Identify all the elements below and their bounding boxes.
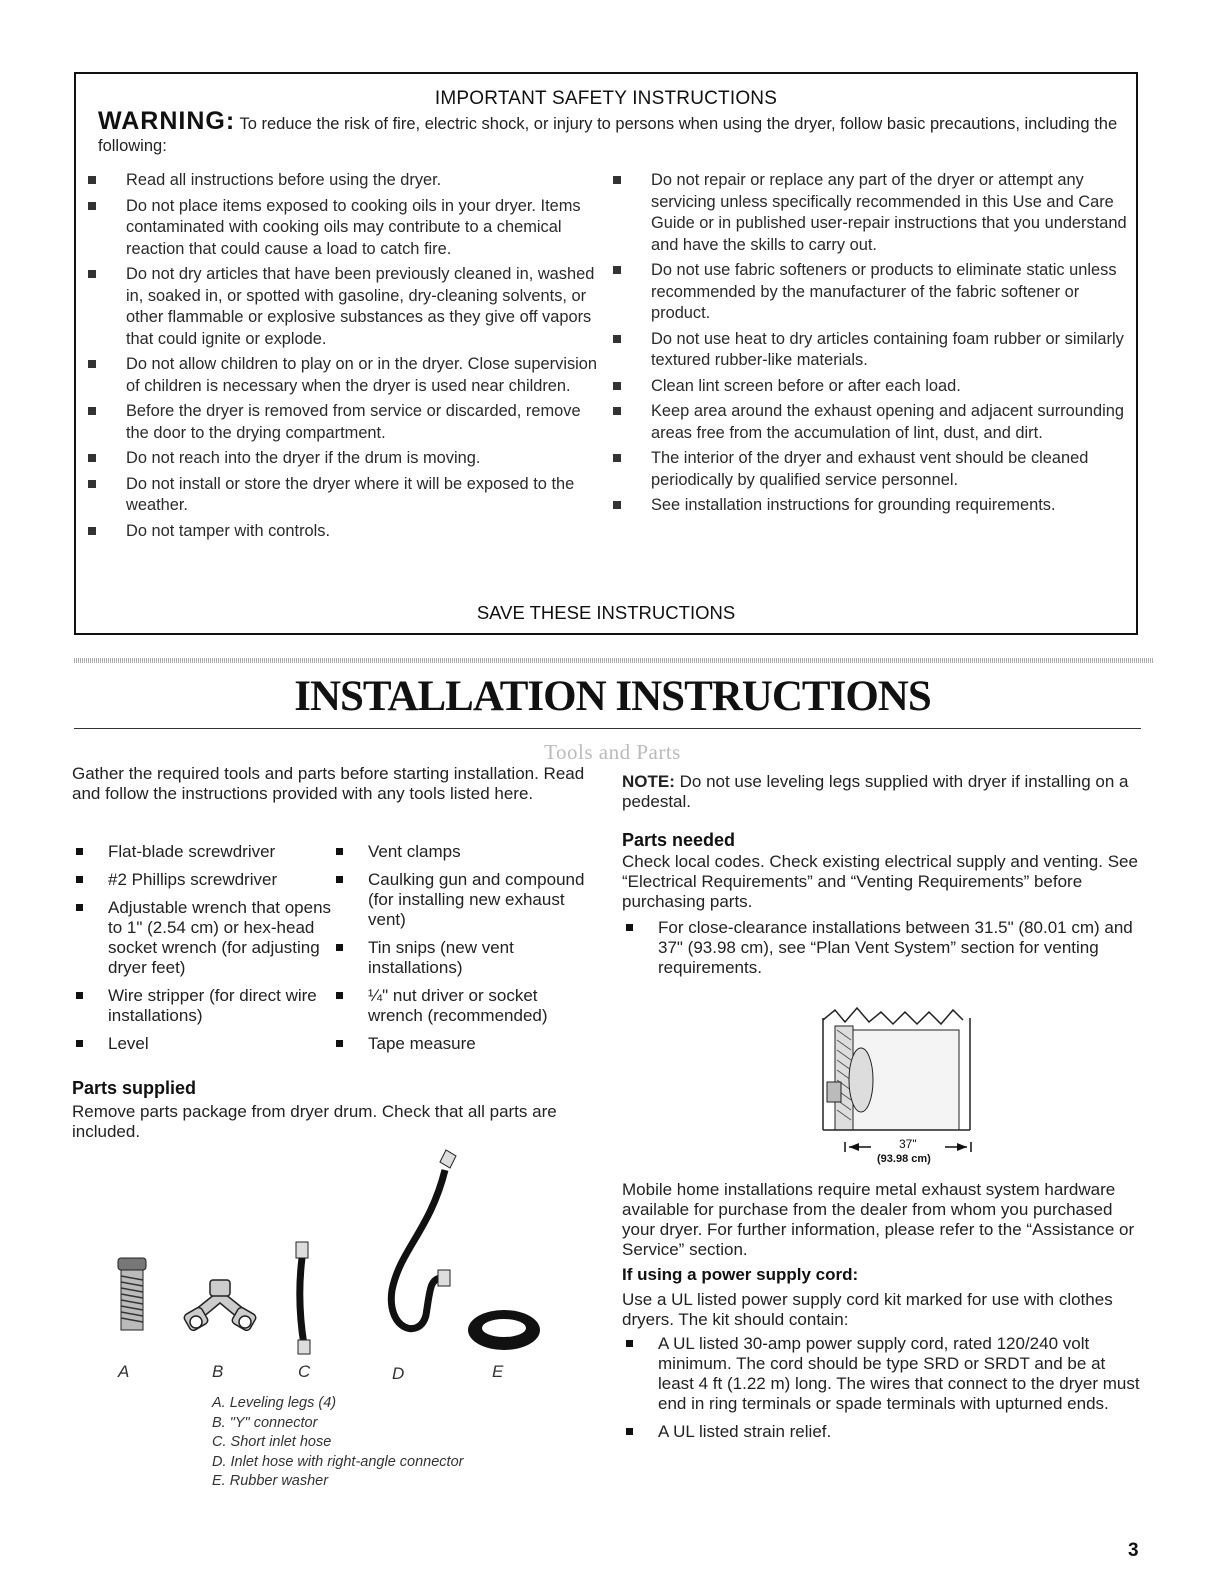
bullet-icon: [76, 1040, 83, 1047]
y-connector-icon: [183, 1280, 257, 1332]
safety-item: [76, 521, 606, 543]
tool-item: [332, 938, 592, 978]
safety-item-text: The interior of the dryer and exhaust vent should be cleaned periodically by qualified service personnel.: [651, 449, 1089, 489]
parts-needed-item: [622, 918, 1142, 978]
caption-e: E. Rubber washer: [212, 1473, 329, 1489]
bullet-icon: [76, 876, 83, 883]
close-clearance-drawing: [805, 1000, 985, 1170]
tool-item-text: Wire stripper (for direct wire installations): [108, 986, 317, 1025]
safety-item-text: Read all instructions before using the dryer.: [126, 171, 442, 189]
bullet-icon: [88, 454, 96, 462]
tools-list-col1: [72, 842, 332, 1062]
dotted-divider: [74, 658, 1154, 663]
bullet-icon: [88, 360, 96, 368]
safety-item: [76, 354, 606, 397]
warning-label: WARNING:: [98, 107, 236, 135]
warning-statement: [98, 107, 1128, 157]
tool-item-text: Tin snips (new vent installations): [368, 938, 514, 977]
page-title: INSTALLATION INSTRUCTIONS: [294, 673, 931, 720]
parts-supplied-heading: Parts supplied: [72, 1078, 197, 1098]
safety-item-text: Clean lint screen before or after each load.: [651, 376, 961, 395]
part-letter-e: E: [492, 1362, 504, 1381]
dimension-inches: 37": [899, 1137, 917, 1151]
cord-kit-item-text: A UL listed strain relief.: [658, 1422, 832, 1441]
bullet-icon: [88, 527, 96, 535]
note-label: NOTE:: [622, 772, 675, 791]
dimension-cm: (93.98 cm): [877, 1153, 931, 1165]
mobile-home-text: Mobile home installations require metal exhaust system hardware available for purchase from the dealer from whom you purchased your dryer. For further information, please refer to the “Assistance or Service” section.: [622, 1180, 1135, 1259]
part-letter-d: D: [392, 1364, 405, 1383]
parts-needed-list: [622, 918, 1142, 986]
bullet-icon: [88, 407, 96, 415]
part-letter-a: A: [118, 1362, 130, 1381]
bullet-icon: [336, 944, 343, 951]
cord-kit-item: [622, 1422, 1144, 1442]
tool-item-text: Adjustable wrench that opens to 1" (2.54 cm) or hex-head socket wrench (for adjusting dryer feet): [108, 898, 332, 977]
parts-drawing: [100, 1140, 570, 1390]
bullet-icon: [336, 1040, 343, 1047]
safety-item-text: Do not tamper with controls.: [126, 521, 331, 540]
caption-d: D. Inlet hose with right-angle connector: [212, 1453, 464, 1470]
power-cord-text: Use a UL listed power supply cord kit marked for use with clothes dryers. The kit should contain:: [622, 1290, 1113, 1329]
safety-item: [76, 448, 606, 470]
tool-item: [332, 1034, 592, 1054]
short-inlet-hose-icon: [296, 1242, 310, 1354]
cord-kit-item-text: A UL listed 30-amp power supply cord, rated 120/240 volt minimum. The cord should be type SRD or SRDT and be at least 4 ft (1.22 m) long. The wires that connect to the dryer must end in ring terminals or spade terminals with upturned ends.: [658, 1334, 1140, 1413]
safety-list-left: [76, 170, 606, 546]
leveling-leg-icon: [118, 1258, 146, 1330]
bullet-icon: [336, 848, 343, 855]
bullet-icon: [613, 501, 621, 509]
safety-item: [601, 401, 1131, 444]
cord-kit-item: [622, 1334, 1144, 1414]
bullet-icon: [613, 407, 621, 415]
section-title: Tools and Parts: [544, 740, 681, 764]
parts-needed-item-text: For close-clearance installations between 31.5" (80.01 cm) and 37" (93.98 cm), see “Plan Vent System” section for venting requirements.: [658, 918, 1133, 977]
power-cord-heading: If using a power supply cord:: [622, 1265, 859, 1284]
safety-item: [601, 376, 1131, 398]
safety-item-text: See installation instructions for grounding requirements.: [651, 496, 1056, 514]
tool-item: [72, 898, 332, 978]
tool-item: [72, 842, 332, 862]
safety-item: [76, 264, 606, 350]
bullet-icon: [336, 992, 343, 999]
caption-b: B. "Y" connector: [212, 1414, 318, 1431]
caption-c: C. Short inlet hose: [212, 1434, 332, 1450]
bullet-icon: [336, 876, 343, 883]
note-text: [622, 772, 1142, 812]
safety-item-text: Do not dry articles that have been previously cleaned in, washed in, soaked in, or spotted with gasoline, dry-cleaning solvents, or other flammable or explosive substances as they give off vapors that could ignite or explode.: [126, 265, 595, 348]
save-instructions-heading: SAVE THESE INSTRUCTIONS: [476, 602, 736, 623]
tool-item: [72, 870, 332, 890]
bullet-icon: [88, 270, 96, 278]
safety-item: [76, 401, 606, 444]
bullet-icon: [626, 924, 633, 931]
inlet-hose-icon: [391, 1150, 456, 1329]
bullet-icon: [88, 480, 96, 488]
bullet-icon: [76, 904, 83, 911]
part-letter-c: C: [298, 1362, 311, 1381]
tools-list-col2: [332, 842, 592, 1062]
bullet-icon: [88, 176, 96, 184]
bullet-icon: [626, 1340, 633, 1347]
bullet-icon: [613, 454, 621, 462]
tool-item-text: #2 Phillips screwdriver: [108, 870, 278, 889]
tools-intro-text: Gather the required tools and parts before starting installation. Read and follow the instructions provided with any tools listed here.: [72, 764, 585, 803]
close-clearance-illustration: [805, 1000, 985, 1175]
part-letter-b: B: [212, 1362, 224, 1381]
safety-item: [601, 495, 1131, 517]
bullet-icon: [88, 202, 96, 210]
safety-item: [601, 448, 1131, 491]
safety-item-text: Do not use heat to dry articles containing foam rubber or similarly textured rubber-like materials.: [651, 329, 1124, 369]
safety-item-text: Do not allow children to play on or in the dryer. Close supervision of children is necessary when the dryer is used near children.: [126, 355, 598, 395]
safety-item: [601, 260, 1131, 325]
safety-item: [76, 196, 606, 261]
bullet-icon: [76, 992, 83, 999]
power-cord-list: [622, 1334, 1144, 1450]
caption-a: A. Leveling legs (4): [212, 1395, 337, 1411]
title-divider: [74, 728, 1141, 729]
safety-item-text: Do not reach into the dryer if the drum is moving.: [126, 449, 481, 467]
bullet-icon: [613, 266, 621, 274]
tool-item: [332, 842, 592, 862]
bullet-icon: [613, 176, 621, 184]
safety-item: [76, 170, 606, 192]
safety-item-text: Do not install or store the dryer where it will be exposed to the weather.: [126, 474, 575, 514]
rubber-washer-icon: [468, 1310, 540, 1350]
safety-item: [601, 329, 1131, 372]
safety-list-right: [601, 170, 1131, 521]
safety-item-text: Do not repair or replace any part of the dryer or attempt any servicing unless specifically recommended in this Use and Care Guide or in published user-repair instructions that you understand and have the skills to carry out.: [651, 171, 1127, 254]
tool-item-text: Caulking gun and compound (for installing new exhaust vent): [368, 870, 585, 929]
parts-needed-heading: Parts needed: [622, 830, 736, 850]
parts-supplied-text: Remove parts package from dryer drum. Check that all parts are included.: [72, 1102, 557, 1141]
parts-illustration: [100, 1140, 570, 1395]
bullet-icon: [613, 335, 621, 343]
safety-instructions-box: [74, 72, 1138, 635]
tool-item: [72, 1034, 332, 1054]
bullet-icon: [613, 382, 621, 390]
tool-item-text: Flat-blade screwdriver: [108, 842, 276, 861]
tool-item-text: Tape measure: [368, 1034, 476, 1053]
safety-item-text: Before the dryer is removed from service or discarded, remove the door to the drying compartment.: [126, 402, 581, 442]
safety-item: [601, 170, 1131, 256]
tool-item-text: Vent clamps: [368, 842, 461, 861]
safety-item-text: Keep area around the exhaust opening and adjacent surrounding areas free from the accumulation of lint, dust, and dirt.: [651, 402, 1124, 442]
note-body: Do not use leveling legs supplied with dryer if installing on a pedestal.: [622, 772, 1129, 811]
safety-item-text: Do not use fabric softeners or products to eliminate static unless recommended by the manufacturer of the fabric softener or product.: [651, 261, 1117, 322]
safety-item-text: Do not place items exposed to cooking oils in your dryer. Items contaminated with cooking oils may contribute to a chemical reaction that could cause a load to catch fire.: [126, 196, 581, 258]
bullet-icon: [626, 1428, 633, 1435]
tool-item: [332, 870, 592, 930]
parts-captions: [212, 1394, 463, 1492]
tool-item: [72, 986, 332, 1026]
tool-item-text: Level: [108, 1034, 149, 1053]
parts-needed-text: Check local codes. Check existing electrical supply and venting. See “Electrical Requirements” and “Venting Requirements” before purchasing parts.: [622, 852, 1138, 911]
warning-text: To reduce the risk of fire, electric shock, or injury to persons when using the dryer, follow basic precautions, including the following:: [98, 115, 1118, 155]
safety-item: [76, 474, 606, 517]
safety-title: IMPORTANT SAFETY INSTRUCTIONS: [434, 88, 778, 109]
page-number: 3: [1128, 1540, 1139, 1561]
tool-item-text: ¼" nut driver or socket wrench (recommended): [368, 986, 548, 1025]
bullet-icon: [76, 848, 83, 855]
tool-item: [332, 986, 592, 1026]
